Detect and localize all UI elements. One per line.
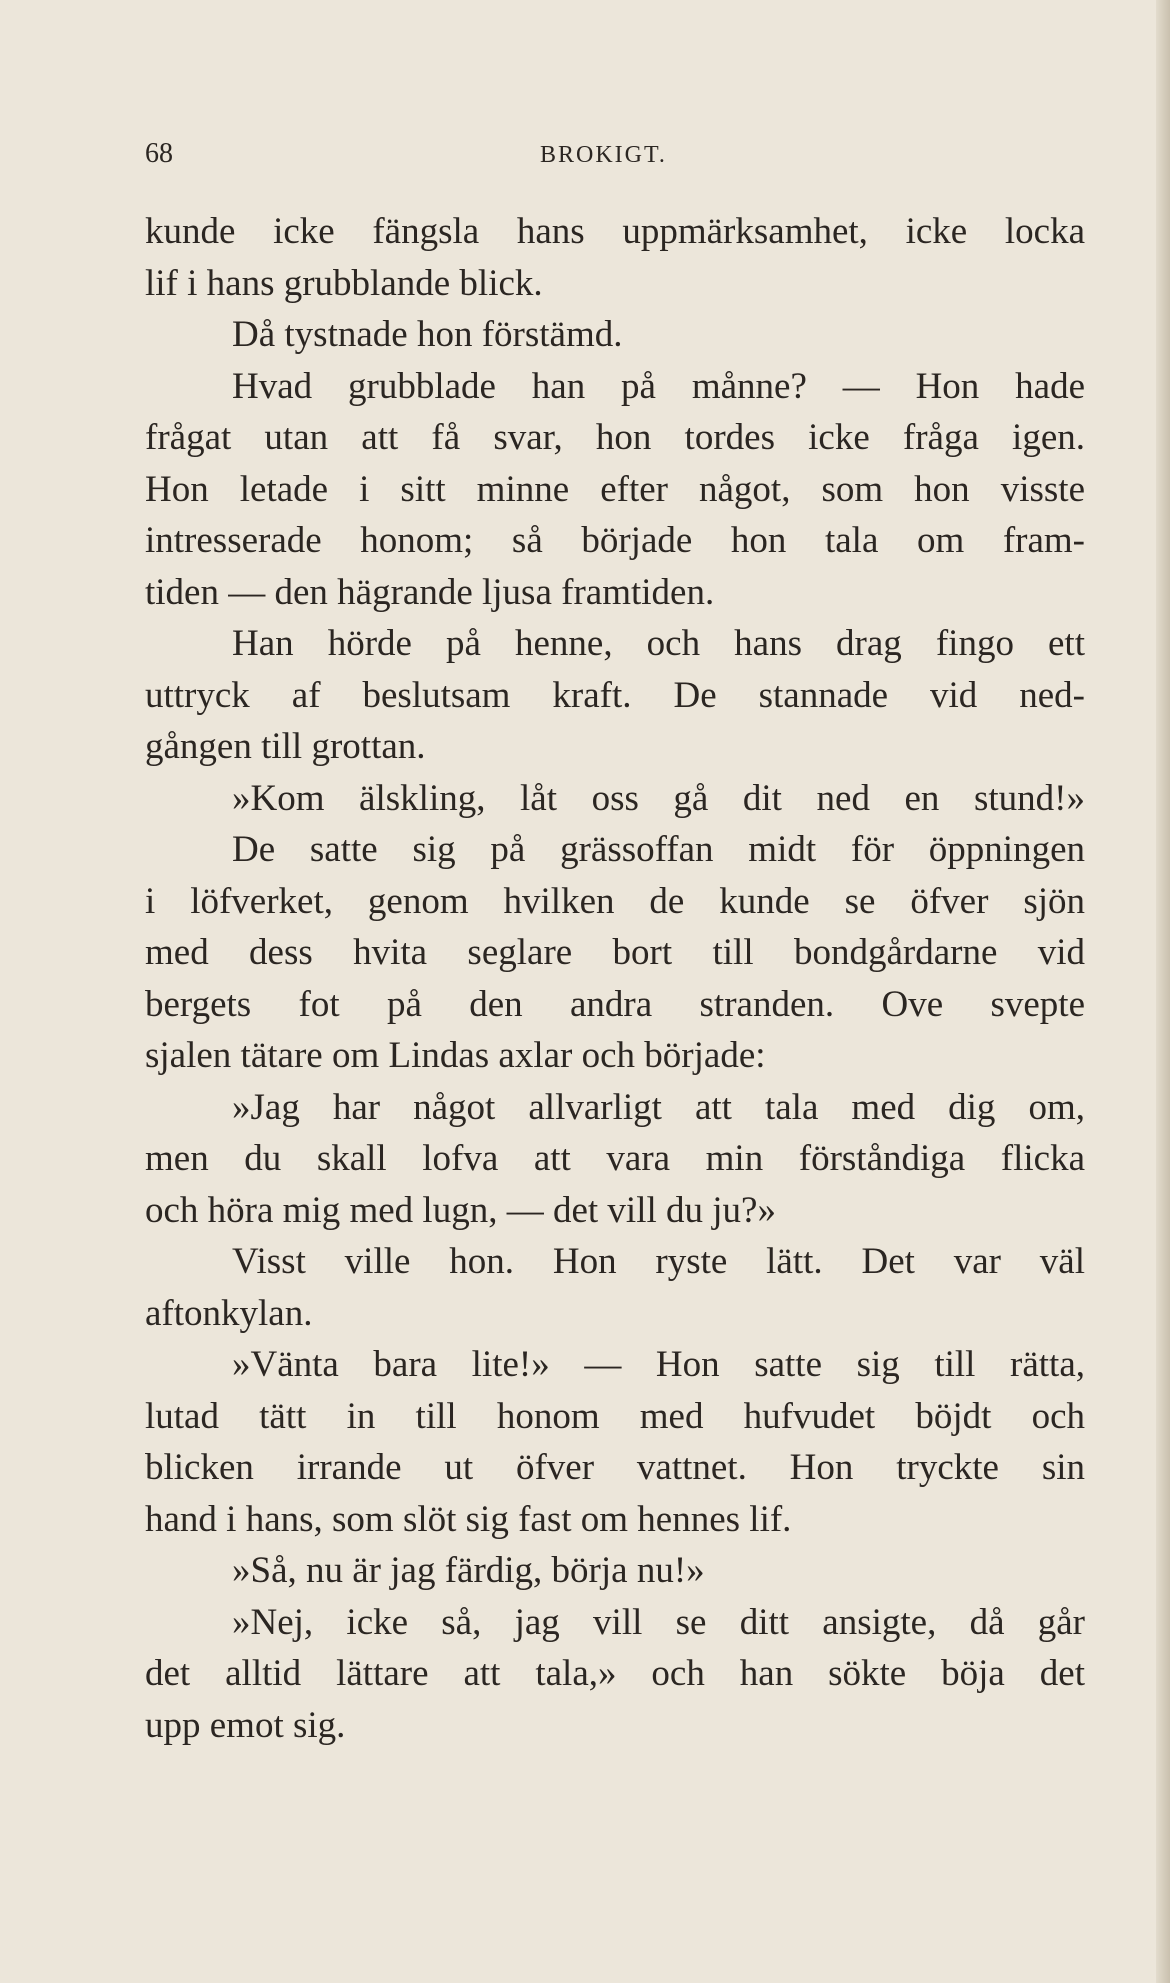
text-line: »Nej, icke så, jag vill se ditt ansigte, då går xyxy=(232,1601,1085,1643)
text-line: i löfverket, genom hvilken de kunde se öfver sjön xyxy=(145,880,1085,922)
text-line: Han hörde på henne, och hans drag fingo ett xyxy=(232,623,1085,664)
text-line: lutad tätt in till honom med hufvudet böjdt och xyxy=(145,1395,1085,1437)
text-line: »Vänta bara lite!» — Hon satte sig till rätta, xyxy=(232,1344,1085,1385)
text-line: blicken irrande ut öfver vattnet. Hon tryckte sin xyxy=(145,1447,1085,1488)
text-line: det alltid lättare att tala,» och han sökte böja det xyxy=(145,1653,1085,1694)
text-line: Då tystnade hon förstämd. xyxy=(232,314,623,355)
text-line: och höra mig med lugn, — det vill du ju?» xyxy=(145,1189,776,1231)
text-line: intresserade honom; så började hon tala om fram- xyxy=(145,520,1085,561)
text-line: men du skall lofva att vara min förståndiga flicka xyxy=(145,1138,1085,1179)
text-line: »Kom älskling, låt oss gå dit ned en stund!» xyxy=(232,777,1085,819)
text-line: frågat utan att få svar, hon tordes icke fråga igen. xyxy=(145,417,1085,458)
text-line: De satte sig på grässoffan midt för öppningen xyxy=(232,829,1085,870)
text-line: med dess hvita seglare bort till bondgårdarne vid xyxy=(145,932,1085,973)
page-header xyxy=(145,138,1085,178)
text-line: »Jag har något allvarligt att tala med dig om, xyxy=(232,1086,1085,1128)
text-line: Visst ville hon. Hon ryste lätt. Det var väl xyxy=(232,1241,1085,1282)
page-number: 68 xyxy=(145,138,173,169)
text-line: bergets fot på den andra stranden. Ove svepte xyxy=(145,983,1085,1025)
text-line: lif i hans grubblande blick. xyxy=(145,262,543,304)
text-line: sjalen tätare om Lindas axlar och började: xyxy=(145,1035,766,1076)
text-line: uttryck af beslutsam kraft. De stannade vid ned- xyxy=(145,674,1085,716)
text-line: kunde icke fängsla hans uppmärksamhet, icke locka xyxy=(145,211,1085,252)
text-line: Hvad grubblade han på månne? — Hon hade xyxy=(232,365,1085,407)
text-line: aftonkylan. xyxy=(145,1292,313,1334)
text-line: hand i hans, som slöt sig fast om hennes lif. xyxy=(145,1498,792,1540)
text-line: upp emot sig. xyxy=(145,1704,346,1746)
running-title: BROKIGT. xyxy=(540,142,667,168)
text-line: gången till grottan. xyxy=(145,726,426,767)
page-edge-shadow xyxy=(1156,0,1170,1983)
text-line: tiden — den hägrande ljusa framtiden. xyxy=(145,571,715,613)
body-text xyxy=(145,206,1085,1751)
text-line: »Så, nu är jag färdig, börja nu!» xyxy=(232,1550,705,1591)
text-line: Hon letade i sitt minne efter något, som hon visste xyxy=(145,468,1085,510)
